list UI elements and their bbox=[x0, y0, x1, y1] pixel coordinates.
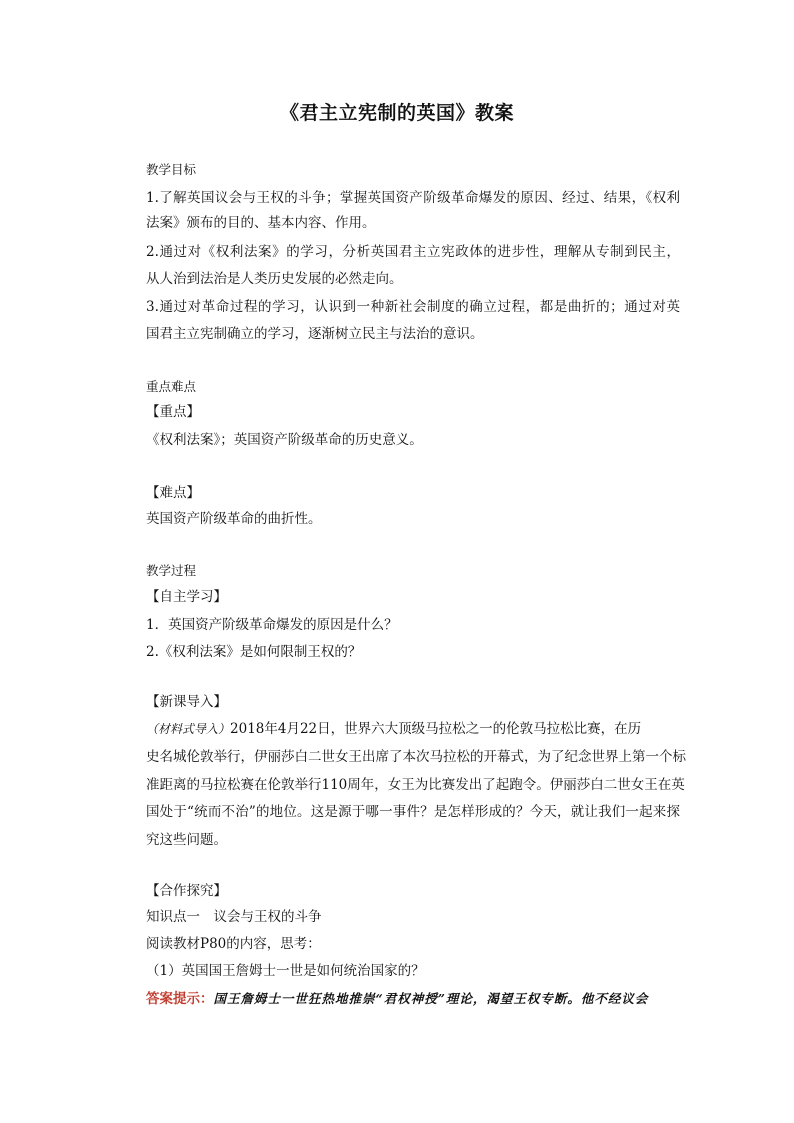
goal-2-line-1: 2.通过对《权利法案》的学习，分析英国君主立宪政体的进步性，理解从专制到民主， bbox=[146, 244, 680, 260]
new-lesson-label: 【新课导入】 bbox=[146, 694, 227, 710]
sub-question-1: （1）英国国王詹姆士一世是如何统治国家的？ bbox=[146, 963, 425, 979]
intro-line-2: 史名城伦敦举行，伊丽莎白二世女王出席了本次马拉松的开幕式，为了纪念世界上第一个标 bbox=[146, 749, 686, 765]
section-heading-key-points: 重点难点 bbox=[146, 379, 197, 394]
key-text: 《权利法案》；英国资产阶级革命的历史意义。 bbox=[146, 432, 423, 448]
question-1: 1．英国资产阶级革命爆发的原因是什么？ bbox=[146, 617, 398, 633]
key-label: 【重点】 bbox=[146, 404, 200, 420]
answer-hint-text: 国王詹姆士一世狂热地推崇“君权神授”理论，渴望王权专断。他不经议会 bbox=[213, 991, 649, 1006]
document-title: 《君主立宪制的英国》教案 bbox=[279, 102, 514, 124]
intro-lead: （材料式导入） bbox=[146, 722, 231, 736]
cooperation-label: 【合作探究】 bbox=[146, 883, 227, 899]
intro-line-5: 究这些问题。 bbox=[146, 832, 227, 848]
section-heading-goals: 教学目标 bbox=[146, 162, 197, 177]
goal-1-line-1: 1.了解英国议会与王权的斗争；掌握英国资产阶级革命爆发的原因、经过、结果，《权利 bbox=[146, 190, 680, 206]
section-heading-process: 教学过程 bbox=[146, 563, 197, 578]
intro-line-1-text: 2018年4月22日，世界六大顶级马拉松之一的伦敦马拉松比赛，在历 bbox=[230, 721, 642, 737]
intro-line-1 bbox=[146, 720, 680, 738]
difficulty-text: 英国资产阶级革命的曲折性。 bbox=[146, 511, 322, 527]
reading-instruction: 阅读教材P80的内容，思考： bbox=[146, 936, 321, 952]
goal-3-line-1: 3.通过对革命过程的学习，认识到一种新社会制度的确立过程，都是曲折的；通过对英 bbox=[146, 299, 680, 315]
difficulty-label: 【难点】 bbox=[146, 485, 200, 501]
goal-2-line-2: 从人治到法治是人类历史发展的必然走向。 bbox=[146, 271, 403, 287]
goal-3-line-2: 国君主立宪制确立的学习，逐渐树立民主与法治的意识。 bbox=[146, 326, 484, 342]
answer-hint bbox=[146, 990, 680, 1008]
self-study-label: 【自主学习】 bbox=[146, 589, 227, 605]
goal-1-line-2: 法案》颁布的目的、基本内容、作用。 bbox=[146, 215, 376, 231]
intro-line-3: 准距离的马拉松赛在伦敦举行110周年，女王为比赛发出了起跑令。伊丽莎白二世女王在英 bbox=[146, 777, 685, 793]
intro-line-4: 国处于“统而不治”的地位。这是源于哪一事件？是怎样形成的？今天，就让我们一起来探 bbox=[146, 804, 680, 820]
knowledge-point-1: 知识点一 议会与王权的斗争 bbox=[146, 909, 322, 925]
answer-hint-label: 答案提示： bbox=[146, 991, 214, 1007]
question-2: 2.《权利法案》是如何限制王权的？ bbox=[146, 644, 362, 660]
